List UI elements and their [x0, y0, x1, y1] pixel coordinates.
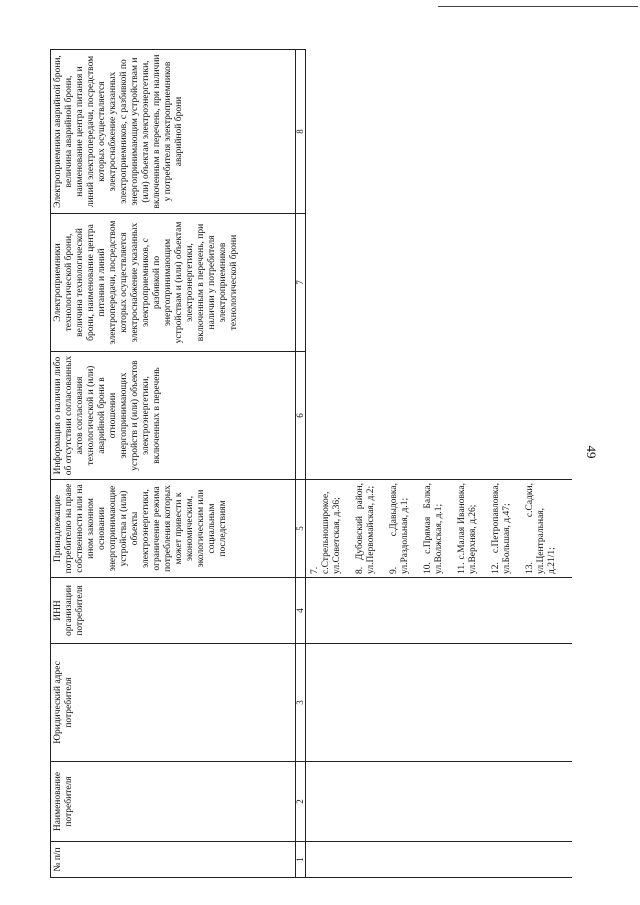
header-cell-number: № п/п	[51, 842, 296, 878]
column-numbers-row	[296, 50, 306, 878]
address-item: 12. с.Петропавловка, ул.Большая, д.47;	[491, 483, 512, 574]
cell-emergency-reserve	[306, 50, 573, 214]
address-item: 9. с.Давыдовка, ул.Раздольная, д.1;	[389, 483, 410, 574]
page-number: 49	[584, 445, 599, 459]
table-row	[306, 50, 573, 878]
cell-inn	[306, 578, 573, 644]
address-item: 8. Дубовский район, ул.Первомайская, д.2;	[355, 483, 376, 574]
cell-agreed-acts	[306, 352, 573, 480]
header-cell-inn: ИНН организации потребителя	[51, 578, 296, 644]
cell-technological-reserve	[306, 214, 573, 352]
rotated-page-content	[50, 50, 557, 878]
header-cell-emergency-reserve: Электроприемники аварийной брони, величина аварийной брони, наименование центра питания и линий электропередачи, посредством которых осуществляется электроснабжение указанных электроприемников, с разбивкой по энергопринимающим устройствам и (или) объектам электроэнергетики, включенным в перечень, при наличии у потребителя электроприемников аварийной брони	[51, 50, 296, 214]
header-cell-devices: Принадлежащие потребителю на праве собственности или на ином законном основании энергопринимающие устройства и (или) объекты электроэнергетики, ограничение режима потребления которых может привести к экономическим, экологическим или социальным последствиям	[51, 480, 296, 578]
address-item: 13. с.Садки, ул.Центральная, д.21/1;	[525, 483, 557, 574]
header-cell-legal-address: Юридический адрес потребителя	[51, 644, 296, 762]
header-cell-agreed-acts: Информация о наличии либо об отсутствии согласованных актов согласования технологической и (или) аварийной брони в отношении энергопринимающих устройств и (или) объектов электроэнергетики, включенных в перечень	[51, 352, 296, 480]
cell-devices	[306, 480, 573, 578]
cell-number	[306, 842, 573, 878]
header-row	[51, 50, 296, 878]
column-number: 3	[296, 644, 306, 762]
column-number: 8	[296, 50, 306, 214]
scan-edge-mark	[438, 0, 638, 7]
header-cell-consumer-name: Наименование потребителя	[51, 762, 296, 842]
column-number: 7	[296, 214, 306, 352]
cell-consumer-name	[306, 762, 573, 842]
column-number: 4	[296, 578, 306, 644]
address-item: 7. с.Стрельноширокое, ул.Советская, д.36;	[310, 491, 342, 574]
consumers-table	[50, 49, 572, 878]
column-number: 2	[296, 762, 306, 842]
column-number: 1	[296, 842, 306, 878]
address-item: 11. с.Малая Ивановка, ул.Верхняя, д.26;	[457, 483, 478, 574]
header-cell-technological-reserve: Электроприемники технологической брони, величина технологической брони, наименование центра питания и линий электропередачи, посредством которых осуществляется электроснабжение указанных электроприемников, с разбивкой по энергопринимающим устройствам и (или) объектам электроэнергетики, включенным в перечень, при наличии у потребителя электроприемников технологической брони	[51, 214, 296, 352]
address-item: 10. с.Прямая Балка, ул.Волжская, д.1;	[423, 483, 444, 574]
column-number: 6	[296, 352, 306, 480]
cell-legal-address	[306, 644, 573, 762]
column-number: 5	[296, 480, 306, 578]
